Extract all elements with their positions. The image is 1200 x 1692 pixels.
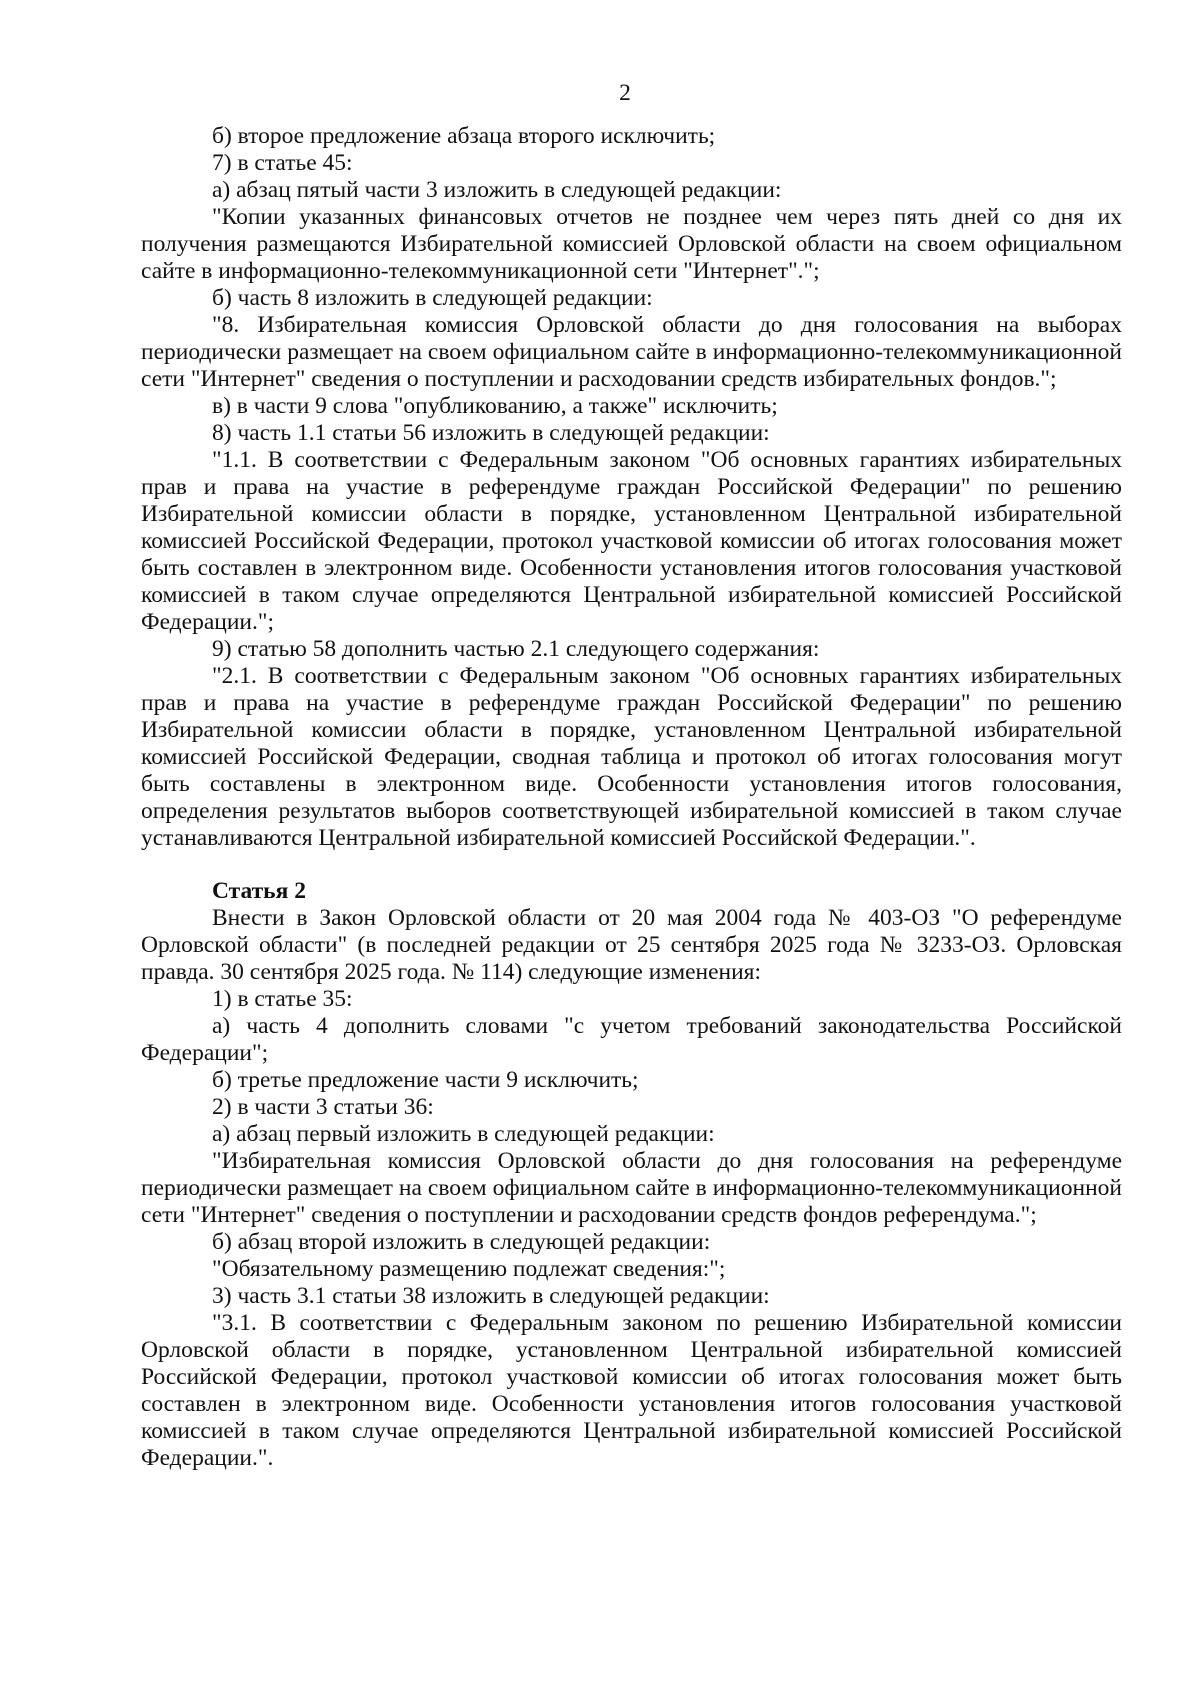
page-number: 2 (619, 80, 631, 106)
paragraph: "1.1. В соответствии с Федеральным законом "Об основных гарантиях избирательных прав и права на участие в референдуме граждан Российской Федерации" по решению Избирательной комиссии области в порядке, установленном Центральной избирательной комиссией Российской Федерации, протокол участковой комиссии об итогах голосования может быть составлен в электронном виде. Особенности установления итогов голосования участковой комиссией в таком случае определяются Центральной избирательной комиссией Российской Федерации."; (141, 447, 1122, 635)
paragraph: а) абзац первый изложить в следующей редакции: (212, 1121, 715, 1147)
paragraph: б) третье предложение части 9 исключить; (212, 1067, 639, 1093)
paragraph: "8. Избирательная комиссия Орловской области до дня голосования на выборах периодически размещает на своем официальном сайте в информационно-телекоммуникационной сети "Интернет" сведения о поступлении и расходовании средств избирательных фондов."; (141, 312, 1122, 392)
document-body (141, 123, 1122, 1472)
paragraph: "3.1. В соответствии с Федеральным законом по решению Избирательной комиссии Орловской области в порядке, установленном Центральной избирательной комиссией Российской Федерации, протокол участковой комиссии об итогах голосования может быть составлен в электронном виде. Особенности установления итогов голосования участковой комиссией в таком случае определяются Центральной избирательной комиссией Российской Федерации.". (141, 1310, 1122, 1471)
paragraph: 9) статью 58 дополнить частью 2.1 следующего содержания: (212, 636, 820, 662)
paragraph: б) второе предложение абзаца второго исключить; (212, 123, 716, 149)
paragraph: Внести в Закон Орловской области от 20 мая 2004 года № 403-ОЗ "О референдуме Орловской области" (в последней редакции от 25 сентября 2025 года № 3233-ОЗ. Орловская правда. 30 сентября 2025 года. № 114) следующие изменения: (141, 905, 1122, 985)
paragraph: "2.1. В соответствии с Федеральным законом "Об основных гарантиях избирательных прав и права на участие в референдуме граждан Российской Федерации" по решению Избирательной комиссии области в порядке, установленном Центральной избирательной комиссией Российской Федерации, сводная таблица и протокол об итогах голосования могут быть составлены в электронном виде. Особенности установления итогов голосования, определения результатов выборов соответствующей избирательной комиссией в таком случае устанавливаются Центральной избирательной комиссией Российской Федерации.". (141, 663, 1122, 851)
paragraph: 3) часть 3.1 статьи 38 изложить в следующей редакции: (212, 1283, 770, 1309)
paragraph: а) абзац пятый части 3 изложить в следующей редакции: (212, 177, 782, 203)
paragraph: в) в части 9 слова "опубликованию, а также" исключить; (212, 393, 778, 419)
paragraph: "Избирательная комиссия Орловской области до дня голосования на референдуме периодически размещает на своем официальном сайте в информационно-телекоммуникационной сети "Интернет" сведения о поступлении и расходовании средств фондов референдума."; (141, 1148, 1122, 1228)
paragraph: 2) в части 3 статьи 36: (212, 1094, 434, 1120)
paragraph: "Обязательному размещению подлежат сведения:"; (212, 1256, 726, 1282)
paragraph: а) часть 4 дополнить словами "с учетом требований законодательства Российской Федерации"; (141, 1013, 1122, 1066)
paragraph: 8) часть 1.1 статьи 56 изложить в следующей редакции: (212, 420, 770, 446)
paragraph: 7) в статье 45: (212, 150, 353, 176)
paragraph: б) абзац второй изложить в следующей редакции: (212, 1229, 711, 1255)
paragraph: "Копии указанных финансовых отчетов не позднее чем через пять дней со дня их получения размещаются Избирательной комиссией Орловской области на своем официальном сайте в информационно-телекоммуникационной сети "Интернет"."; (141, 204, 1122, 284)
paragraph: б) часть 8 изложить в следующей редакции: (212, 285, 653, 311)
paragraph: 1) в статье 35: (212, 986, 353, 1012)
article-heading: Статья 2 (212, 878, 306, 904)
